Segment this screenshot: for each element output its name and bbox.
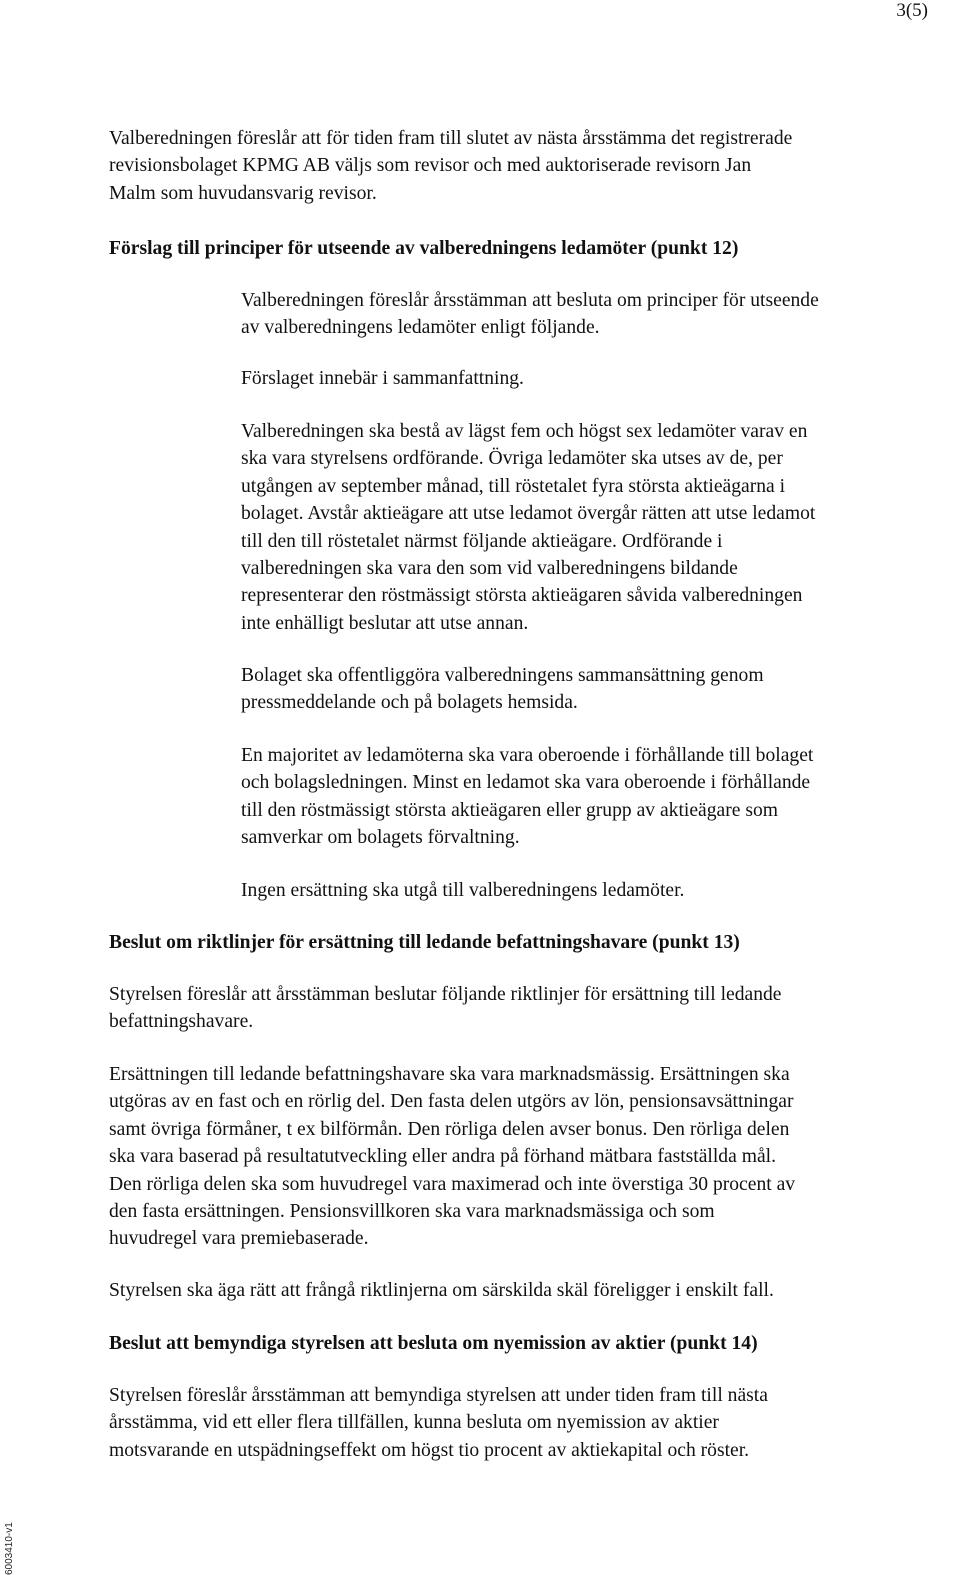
- text-line: utgången av september månad, till röstetalet fyra största aktieägarna i: [241, 475, 786, 497]
- paragraph-no-compensation: [241, 877, 960, 904]
- text-line: Ingen ersättning ska utgå till valberedningens ledamöter.: [241, 880, 685, 901]
- paragraph-independence: [241, 742, 960, 852]
- text-line: befattningshavare.: [109, 1011, 254, 1033]
- paragraph-deviation: [109, 1277, 960, 1304]
- paragraph-composition: [241, 418, 960, 637]
- text-line: den fasta ersättningen. Pensionsvillkoren ska vara marknadsmässiga och som: [109, 1201, 715, 1223]
- text-line: Bolaget ska offentliggöra valberedningens sammansättning genom: [241, 665, 764, 686]
- text-line: av valberedningens ledamöter enligt följande.: [241, 317, 600, 339]
- text-line: Valberedningen föreslår att för tiden fram till slutet av nästa årsstämma det registrerade: [109, 128, 793, 149]
- text-line: Ersättningen till ledande befattningshavare ska vara marknadsmässig. Ersättningen ska: [109, 1064, 790, 1085]
- paragraph-publication: [241, 662, 960, 717]
- paragraph-summary: [241, 365, 960, 392]
- text-line: till den röstmässigt största aktieägaren eller grupp av aktieägare som: [241, 799, 779, 821]
- heading-punkt-12: [109, 235, 960, 262]
- heading-text: Beslut om riktlinjer för ersättning till ledande befattningshavare (punkt 13): [109, 932, 740, 953]
- text-line: revisionsbolaget KPMG AB väljs som revisor och med auktoriserade revisorn Jan: [109, 155, 752, 177]
- text-line: pressmeddelande och på bolagets hemsida.: [241, 692, 578, 714]
- paragraph-principles-intro: [241, 287, 960, 342]
- page-number: 3(5): [896, 0, 928, 21]
- text-line: En majoritet av ledamöterna ska vara oberoende i förhållande till bolaget: [241, 745, 814, 766]
- text-line: till den till röstetalet närmst följande aktieägare. Ordförande i: [241, 530, 723, 552]
- text-line: ska vara baserad på resultatutveckling eller andra på förhand mätbara fastställda mål.: [109, 1146, 776, 1168]
- paragraph-new-issue: [109, 1382, 960, 1464]
- text-line: Den rörliga delen ska som huvudregel vara maximerad och inte överstiga 30 procent av: [109, 1173, 796, 1195]
- text-line: Förslaget innebär i sammanfattning.: [241, 368, 524, 389]
- heading-text: Förslag till principer för utseende av valberedningens ledamöter (punkt 12): [109, 238, 739, 259]
- text-line: valberedningen ska vara den som vid valberedningens bildande: [241, 558, 738, 580]
- text-line: samt övriga förmåner, t ex bilförmån. Den rörliga delen avser bonus. Den rörliga delen: [109, 1118, 790, 1140]
- heading-punkt-13: [109, 929, 960, 956]
- text-line: huvudregel vara premiebaserade.: [109, 1228, 369, 1250]
- heading-text: Beslut att bemyndiga styrelsen att besluta om nyemission av aktier (punkt 14): [109, 1333, 758, 1354]
- paragraph-auditor: [109, 125, 960, 207]
- text-line: Styrelsen ska äga rätt att frångå riktlinjerna om särskilda skäl föreligger i enskilt fall.: [109, 1280, 774, 1301]
- paragraph-remuneration: [109, 1061, 960, 1253]
- text-line: Styrelsen föreslår årsstämman att bemyndiga styrelsen att under tiden fram till nästa: [109, 1385, 768, 1406]
- text-line: utgöras av en fast och en rörlig del. Den fasta delen utgörs av lön, pensionsavsättningar: [109, 1091, 794, 1113]
- text-line: Styrelsen föreslår att årsstämman beslutar följande riktlinjer för ersättning till ledande: [109, 984, 782, 1005]
- heading-punkt-14: [109, 1330, 960, 1357]
- text-line: Malm som huvudansvarig revisor.: [109, 182, 377, 204]
- text-line: bolaget. Avstår aktieägare att utse ledamot övergår rätten att utse ledamot: [241, 503, 816, 525]
- text-line: representerar den röstmässigt största aktieägaren såvida valberedningen: [241, 585, 803, 607]
- text-line: ska vara styrelsens ordförande. Övriga ledamöter ska utses av de, per: [241, 448, 783, 470]
- text-line: inte enhälligt beslutar att utse annan.: [241, 612, 529, 634]
- text-line: motsvarande en utspädningseffekt om högst tio procent av aktiekapital och röster.: [109, 1439, 750, 1461]
- paragraph-guidelines-intro: [109, 981, 960, 1036]
- text-line: Valberedningen föreslår årsstämman att besluta om principer för utseende: [241, 290, 819, 311]
- text-line: samverkar om bolagets förvaltning.: [241, 827, 520, 849]
- text-line: Valberedningen ska bestå av lägst fem och högst sex ledamöter varav en: [241, 421, 808, 442]
- document-code: 6003410-v1: [4, 1522, 15, 1575]
- text-line: årsstämma, vid ett eller flera tillfällen, kunna besluta om nyemission av aktier: [109, 1412, 719, 1434]
- text-line: och bolagsledningen. Minst en ledamot ska vara oberoende i förhållande: [241, 772, 811, 794]
